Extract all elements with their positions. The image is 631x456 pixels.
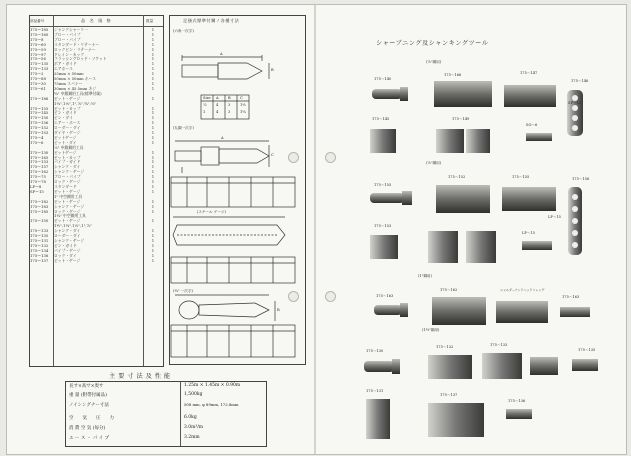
part-qty-cell: 1 xyxy=(151,139,155,145)
part-qty-cell: 1 xyxy=(151,242,155,248)
section-label-1: (⅞"鋼用) xyxy=(426,60,442,64)
spec-label-air: 消 費 空 気 (毎分) xyxy=(69,426,106,431)
specs-title: 主 要 寸 法 及 性 能 xyxy=(109,373,171,380)
part-qty-cell: 1 xyxy=(151,159,155,165)
tool-175-155 xyxy=(370,193,404,203)
right-page xyxy=(316,5,626,454)
spec-divider xyxy=(180,382,181,446)
tool-label: 175～162 xyxy=(440,288,458,292)
part-name-cell: ビット・カップ xyxy=(54,154,81,160)
spec-label-cylinder: ノイシングナー寸法 xyxy=(69,403,109,408)
part-name-cell: 75mm スパナー xyxy=(54,80,83,86)
part-name-cell: シャンク・ゲージ xyxy=(54,237,85,243)
part-name-cell: ビット・カップ xyxy=(54,105,81,111)
part-qty-cell: 1 xyxy=(151,56,155,62)
part-name-cell: ダイヤ・ゲージ xyxy=(54,130,81,136)
part-number-cell: 175～165 xyxy=(30,154,49,160)
part-qty-cell: 1 xyxy=(151,134,155,140)
part-name-cell: パイプ・ゲージ xyxy=(54,247,81,253)
part-name-cell: ロック・ダイ xyxy=(54,252,77,258)
part-name-cell: ビットゲージ xyxy=(54,134,77,140)
part-number-cell: 175～150 xyxy=(30,218,49,224)
dim-table-cell: 1¼ xyxy=(240,110,246,114)
diagram-section-title: 足搔式標準付鋼ノ各種寸法 xyxy=(183,18,240,23)
part-number-cell: SP～15 xyxy=(30,188,44,194)
tool-label: LP～15 xyxy=(548,215,561,219)
part-name-cell: ⅞" 中錐鋼用工具 xyxy=(54,144,84,150)
part-name-cell: ロックピン・リテーナー xyxy=(54,46,96,52)
tool-label: 175～163 xyxy=(376,294,394,298)
part-qty-cell: 1 xyxy=(151,154,155,160)
tool-label: 175～149 xyxy=(452,117,470,121)
part-number-cell: 175～185 xyxy=(30,27,49,32)
tool-175-132 xyxy=(428,355,472,379)
part-name-cell: ローダー・ダイ xyxy=(54,233,81,239)
part-qty-cell: 1 xyxy=(151,208,155,214)
part-number-cell: 175～156 xyxy=(30,120,49,126)
part-name-cell: シャンク・ゲージ xyxy=(54,203,85,209)
tool-shoulder xyxy=(496,301,548,323)
part-qty-cell: 1 xyxy=(151,164,155,170)
tool-lp-lock xyxy=(522,241,552,250)
part-qty-cell: 1 xyxy=(151,179,155,185)
part-name-cell: スタンダード・リテーナー xyxy=(54,41,100,47)
dim-table-header-c: C xyxy=(240,96,243,100)
part-name-cell: フラッシングロッド・ソケット xyxy=(54,56,107,62)
tool-label: SP～12 xyxy=(568,101,582,105)
part-name-cell: スタンダード xyxy=(54,184,77,189)
dim-table-cell: 1 xyxy=(203,110,206,114)
tool-label: 175～137 xyxy=(440,393,458,397)
part-name-cell: エアー・ホース xyxy=(54,120,81,126)
parts-col-header-number: 部品番号 xyxy=(30,19,45,23)
part-number-cell: 175～133 xyxy=(30,66,49,72)
tool-175-140 xyxy=(372,89,402,99)
section-label-2: (⅞"鋼用) xyxy=(426,161,442,165)
part-number-cell: 175～183 xyxy=(30,203,49,209)
part-name-cell: 50mm × 50mm ホース xyxy=(54,76,97,82)
part-number-cell: 175～59 xyxy=(30,46,46,52)
tool-175-147 xyxy=(504,85,556,107)
part-number-cell: 175～130 xyxy=(30,149,49,155)
spec-value-cylinder: 508 mm, φ 89mm, 172.8mm xyxy=(184,402,239,407)
part-number-cell: 175～153 xyxy=(30,159,49,165)
part-name-cell: ジャンクシャーリ一 xyxy=(54,27,88,32)
part-name-cell: ブロー・パイプ xyxy=(54,174,81,180)
part-name-cell: 1½",1¼",1⅛",1",⅞" xyxy=(54,223,92,229)
spec-value-weight: 1,500kg xyxy=(184,392,203,397)
part-qty-cell: 1 xyxy=(151,85,155,91)
part-number-cell: 175～162 xyxy=(30,169,49,175)
tool-label: 175～136 xyxy=(508,399,526,403)
part-number-cell: 175～134 xyxy=(30,247,49,253)
part-name-cell: ピット・ダイ xyxy=(54,139,77,145)
tool-label: 175～155 xyxy=(374,183,392,187)
part-qty-cell: 1 xyxy=(151,105,155,111)
part-name-cell: シャンク・ゲージ xyxy=(54,169,85,175)
part-name-cell: 1" 中空鋼用工具 xyxy=(54,193,83,199)
part-qty-cell: 1 xyxy=(151,125,155,131)
dim-label-c: C xyxy=(271,153,274,157)
part-number-cell: 175～145 xyxy=(30,110,49,116)
part-name-cell: シャンク・ダイ xyxy=(54,164,81,170)
tool-label: SO～6 xyxy=(526,123,538,127)
dim-table-cell: 1⅛ xyxy=(240,103,246,107)
tool-label: 175～166 xyxy=(444,73,462,77)
spec-value-pressure: 6.0kg xyxy=(184,415,197,420)
part-number-cell: 175～4 xyxy=(30,134,44,140)
part-qty-cell: 1 xyxy=(151,237,155,243)
part-qty-cell: 1 xyxy=(151,228,155,234)
spec-value-hose: 3.2mm xyxy=(184,435,200,440)
part-name-cell: ロック・ゲージ xyxy=(54,208,81,214)
part-name-cell: パイプ・ガイド xyxy=(54,159,81,165)
part-number-cell: 175～78 xyxy=(30,179,46,185)
tool-175-133 xyxy=(482,353,522,379)
part-qty-cell: 1 xyxy=(151,257,155,263)
part-name-cell: ボア・ガイド xyxy=(54,61,77,67)
spec-label-weight: 重 量 (附帯付属品) xyxy=(69,393,107,398)
parts-col-header-qty: 数量 xyxy=(146,19,154,23)
part-qty-cell: 1 xyxy=(151,36,155,42)
tool-so-6 xyxy=(526,133,552,141)
part-name-cell: ビット・ゲージ xyxy=(54,218,81,224)
dim-table-header-b: B xyxy=(228,96,231,100)
part-name-cell: ビット・ゲージ xyxy=(54,188,81,194)
tool-label: 175～132 xyxy=(436,345,454,349)
tool-label: 175～146 xyxy=(571,79,589,83)
tool-175-162 xyxy=(432,297,486,325)
section-label-3: (1"鋼用) xyxy=(418,274,432,278)
dim-table-header-size: Size xyxy=(203,96,211,100)
part-qty-cell: 1 xyxy=(151,120,155,126)
part-number-cell: 175～153 xyxy=(30,130,49,136)
part-qty-cell: 1 xyxy=(151,76,155,82)
tool-175-149 xyxy=(436,129,464,153)
part-qty-cell: 1 xyxy=(151,130,155,136)
part-qty-cell: 1 xyxy=(151,95,155,101)
dim-label-b: B xyxy=(271,68,274,72)
part-number-cell: 175～135 xyxy=(30,61,49,67)
part-qty-cell: 1 xyxy=(151,188,155,194)
binding-hole-left-top xyxy=(288,152,299,163)
part-qty-cell: 1 xyxy=(151,80,155,86)
tool-175-131 xyxy=(366,399,390,439)
part-qty-cell: 1 xyxy=(151,61,155,67)
part-number-cell: 175～8 xyxy=(30,36,44,42)
part-name-cell: ピット・ゲージ xyxy=(54,257,81,263)
part-number-cell: 175～157 xyxy=(30,164,49,170)
diagram-caption-round: (丸鋼一次字) xyxy=(173,126,194,130)
part-qty-cell: 1 xyxy=(151,66,155,72)
tool-label: 175～147 xyxy=(520,71,538,75)
part-name-cell: ドレイン・カック xyxy=(54,51,85,57)
dim-table-cell: 3 xyxy=(228,103,231,107)
tool-175-136 xyxy=(506,409,532,419)
part-qty-cell: 1 xyxy=(151,252,155,258)
tool-175-156 xyxy=(502,187,556,211)
part-number-cell: 175～155 xyxy=(30,105,49,111)
part-name-cell: ピン・ガイド xyxy=(54,242,77,248)
part-name-cell: シャンク・ダイ xyxy=(54,228,81,234)
part-qty-cell: 1 xyxy=(151,184,155,189)
drill-steel-drawings xyxy=(7,5,307,405)
part-number-cell: 175～97 xyxy=(30,51,46,57)
tool-label: 175～155 xyxy=(512,175,530,179)
tool-175-145 xyxy=(370,129,396,153)
dim-table-cell: 4 xyxy=(216,110,219,114)
dim-label-a: A xyxy=(220,52,223,56)
part-qty-cell: 1 xyxy=(151,31,155,37)
part-name-cell: ¾" 中錐鋼用工具(標準付属) xyxy=(54,90,102,96)
steel-1-collar xyxy=(218,63,262,79)
tool-photos xyxy=(316,5,626,454)
part-name-cell: 1¼",1⅛",1",⅞",¾",⅝" xyxy=(54,100,97,106)
tool-label: 175～133 xyxy=(490,343,508,347)
part-name-cell: ピン・ガイド xyxy=(54,110,77,116)
dim-table-cell: 3 xyxy=(228,110,231,114)
diagram-caption-bit: (スチール ゲージ) xyxy=(197,210,226,214)
tool-label: 175～135 xyxy=(578,348,596,352)
part-number-cell: LP～8 xyxy=(30,184,42,189)
tool-label: 175～152 xyxy=(448,175,466,179)
part-number-cell: 175～185 xyxy=(30,208,49,214)
part-number-cell: 175～132 xyxy=(30,242,49,248)
part-number-cell: 175～61 xyxy=(30,85,46,91)
part-qty-cell: 1 xyxy=(151,149,155,155)
part-name-cell: ビット・ゲージ xyxy=(54,198,81,204)
part-name-cell: 30mm × 45.5mm ネジ xyxy=(54,85,97,91)
part-qty-cell: 1 xyxy=(151,41,155,47)
part-number-cell: 175～88 xyxy=(30,76,46,82)
part-name-cell: ロック・ゲージ xyxy=(54,179,81,185)
tool-175-153 xyxy=(370,235,398,259)
part-number-cell: 175～135 xyxy=(30,233,49,239)
specs-table xyxy=(65,381,267,447)
part-name-cell: エアホース xyxy=(54,66,73,72)
part-number-cell: 175～133 xyxy=(30,228,49,234)
part-number-cell: 175～56 xyxy=(30,56,46,62)
part-name-cell: ビット・ゲージ xyxy=(54,95,81,101)
tool-175-163 xyxy=(374,305,402,315)
part-number-cell: 175～6 xyxy=(30,139,44,145)
part-number-cell: 175～75 xyxy=(30,174,46,180)
tool-label: LP～15 xyxy=(522,231,535,235)
diagram-caption-hex: (六角一次字) xyxy=(173,29,194,33)
tool-label: 175～131 xyxy=(366,389,384,393)
part-name-cell: ビットゲージ xyxy=(54,149,77,155)
tool-label: 175～130 xyxy=(366,349,384,353)
tool-label: 175～140 xyxy=(374,77,392,81)
part-number-cell: 175～60 xyxy=(30,41,46,47)
tool-175-163-b xyxy=(560,307,590,317)
spec-value-air: 3.0m³/m xyxy=(184,425,204,430)
tool-label: ショルダーアンドヘッドリャング xyxy=(500,288,545,292)
part-qty-cell: 1 xyxy=(151,115,155,121)
part-number-cell: 175～131 xyxy=(30,237,49,243)
part-name-cell: 1¼" 中空鋼用工具 xyxy=(54,213,86,219)
part-qty-cell: 1 xyxy=(151,174,155,180)
part-qty-cell: 1 xyxy=(151,233,155,239)
part-number-cell: 175～150 xyxy=(30,115,49,121)
tool-175-152 xyxy=(436,185,490,213)
tool-175-135 xyxy=(572,359,598,371)
part-qty-cell: 1 xyxy=(151,46,155,52)
tool-label: 175～145 xyxy=(372,117,390,121)
part-qty-cell: 1 xyxy=(151,198,155,204)
part-number-cell: 175～2 xyxy=(30,71,44,77)
tool-175-166 xyxy=(434,81,492,107)
part-name-cell: ピン・ダイ xyxy=(54,115,73,121)
part-qty-cell: 1 xyxy=(151,169,155,175)
dim-table-cell: 4 xyxy=(216,103,219,107)
part-qty-cell: 1 xyxy=(151,110,155,116)
part-number-cell: 175～160 xyxy=(30,31,49,37)
book-spread xyxy=(6,4,627,455)
parts-col-header-name: 品 名 規 格 xyxy=(81,18,113,23)
dim-label-a-2: A xyxy=(221,136,224,140)
part-number-cell: 175～30 xyxy=(30,80,46,86)
spec-label-size: 長サ×高サ×奥サ xyxy=(69,384,104,389)
steel-1-shank xyxy=(182,65,218,77)
tool-175-137 xyxy=(428,403,484,437)
part-qty-cell: 1 xyxy=(151,27,155,32)
tool-label: 175～156 xyxy=(572,177,590,181)
tool-175-130 xyxy=(364,361,394,372)
dim-table-cell: ⅞ xyxy=(203,103,207,107)
part-number-cell: 175～137 xyxy=(30,257,49,263)
part-qty-cell: 1 xyxy=(151,203,155,209)
part-number-cell: 175～152 xyxy=(30,125,49,131)
tools-page-title: シャーブニング及シャンキングツール xyxy=(376,40,489,47)
left-page xyxy=(7,5,314,454)
part-name-cell: ブロー・パイプ xyxy=(54,31,81,37)
part-qty-cell: 1 xyxy=(151,247,155,253)
dim-label-r: R xyxy=(277,308,280,312)
dim-table-header-a: A xyxy=(216,96,219,100)
part-qty-cell: 1 xyxy=(151,51,155,57)
part-name-cell: ブロー・パイプ xyxy=(54,36,81,42)
part-qty-cell: 1 xyxy=(151,218,155,224)
part-number-cell: 175～182 xyxy=(30,198,49,204)
part-name-cell: ローダー・ダイ xyxy=(54,125,81,131)
diagram-caption-quarter: (¼" 一次字) xyxy=(173,289,193,293)
spec-value-size: 1.25m × 1.45m × 0.90m xyxy=(184,383,241,388)
spec-label-pressure: 空 気 圧 力 xyxy=(69,416,114,421)
part-number-cell: 175～136 xyxy=(30,252,49,258)
part-name-cell: 25mm × 50mm xyxy=(54,71,84,77)
spec-label-hose: エ ー ス ・ パ イ プ xyxy=(69,436,110,441)
tool-label: 175～153 xyxy=(374,224,392,228)
part-number-cell: 175～186 xyxy=(30,95,49,101)
tool-label: 175～163 xyxy=(562,295,580,299)
section-label-4: (1½"鋼用) xyxy=(422,328,440,332)
part-qty-cell: 1 xyxy=(151,71,155,77)
binding-hole-left-bottom xyxy=(288,291,299,302)
